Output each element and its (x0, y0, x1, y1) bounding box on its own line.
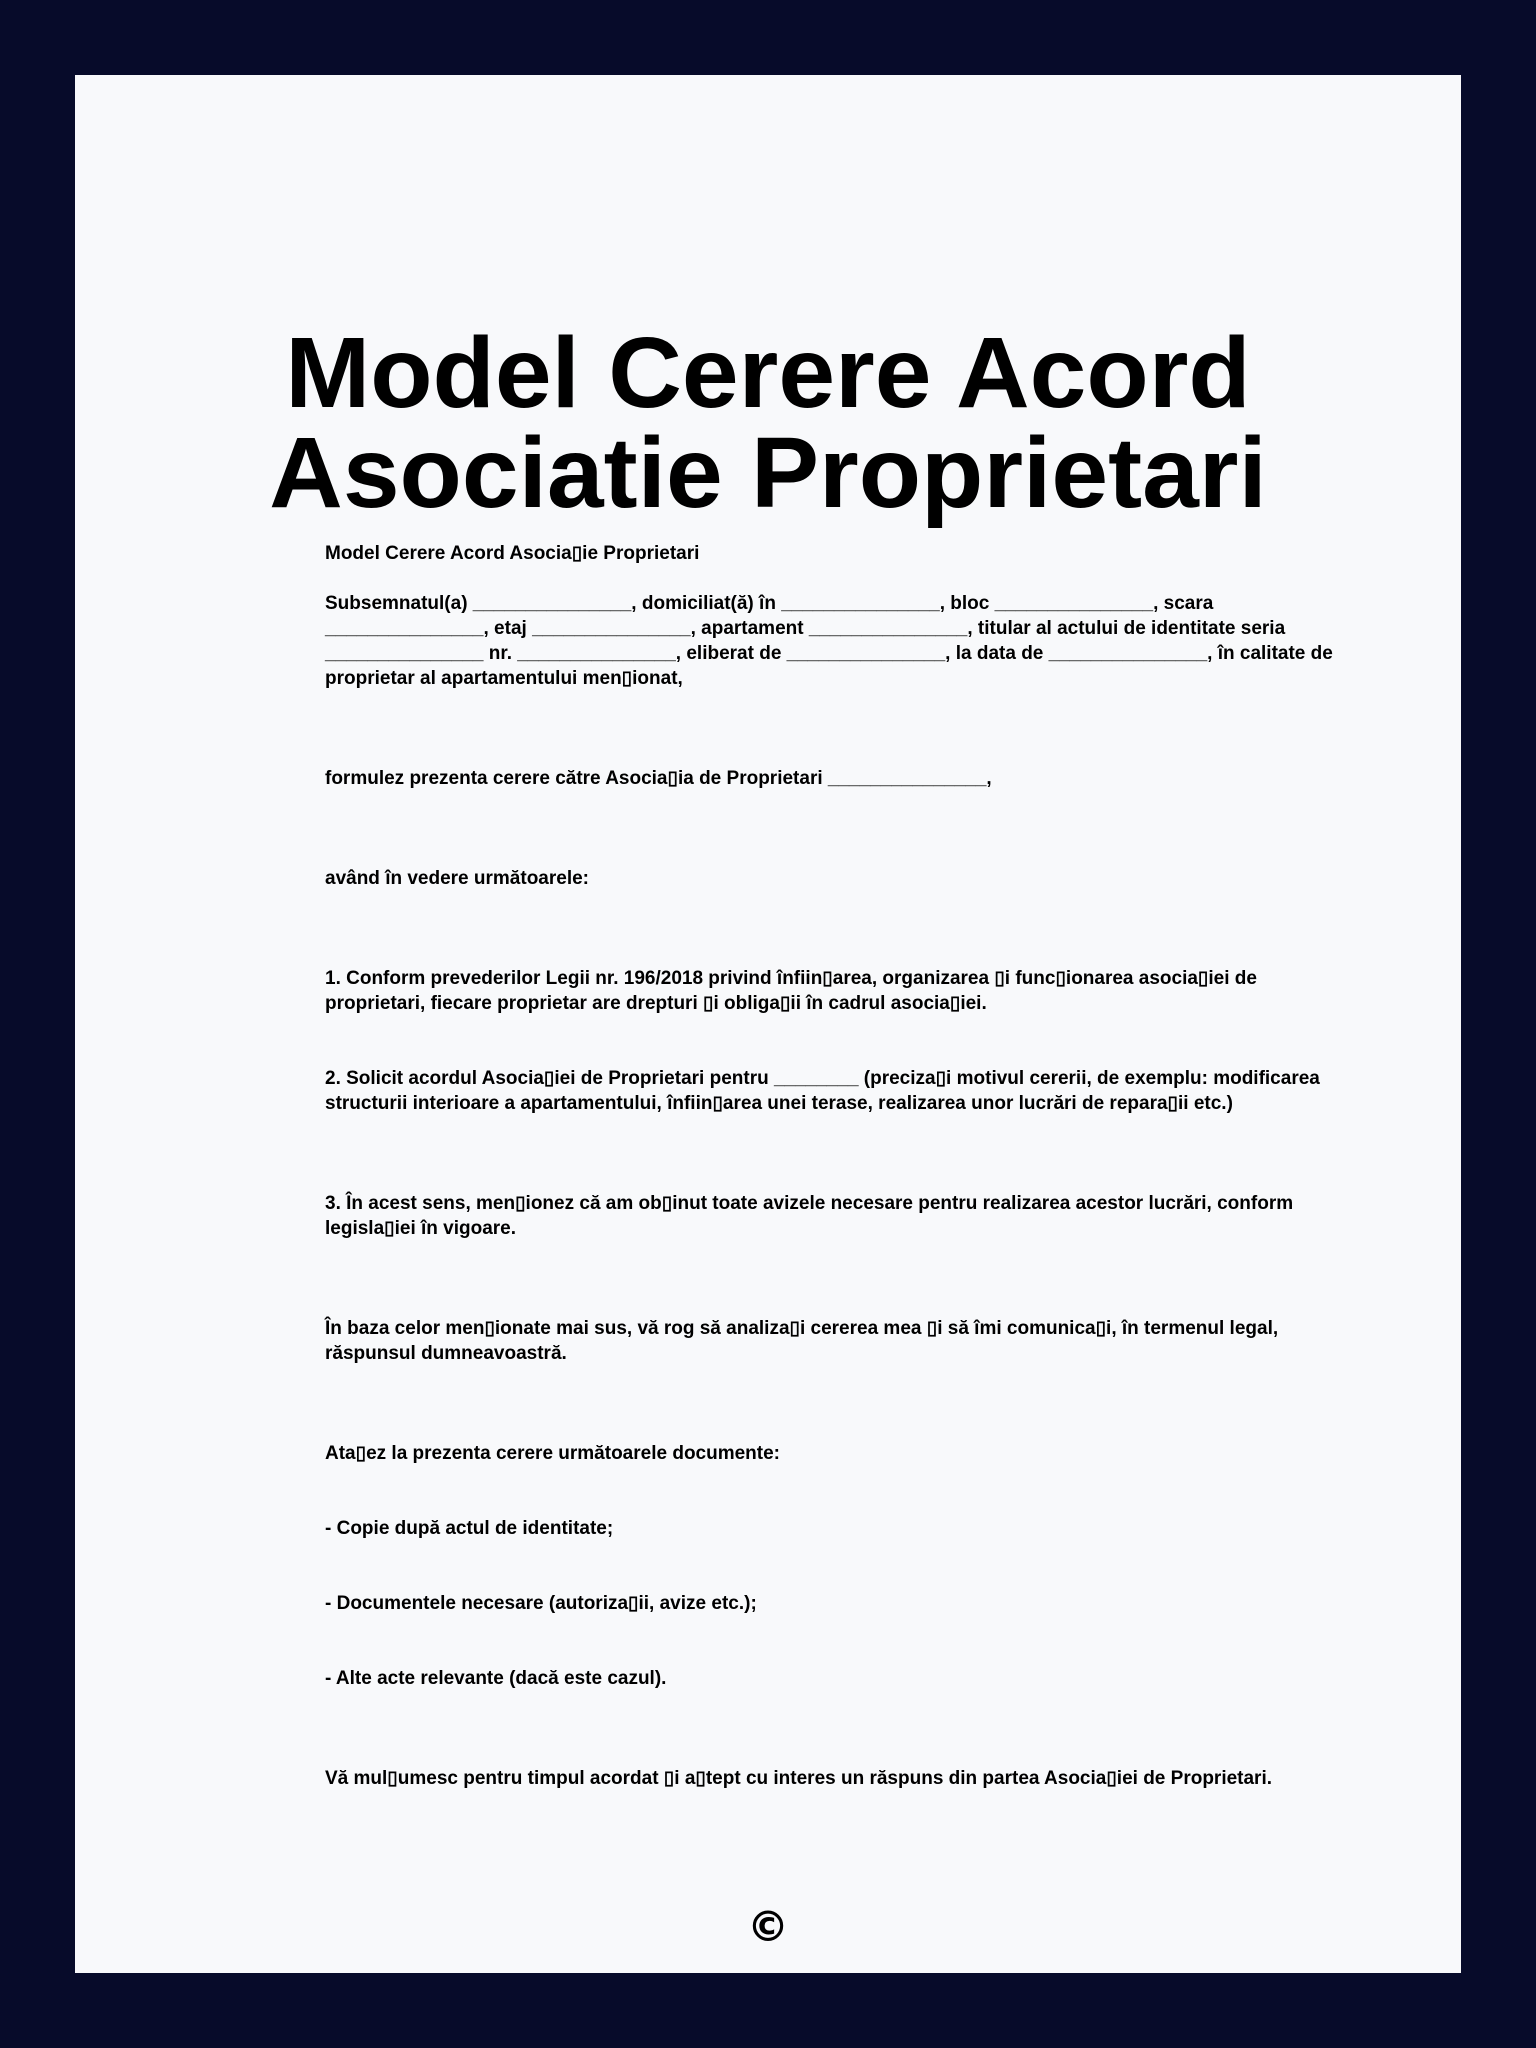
paragraph-considering: având în vedere următoarele: (325, 868, 589, 889)
title-line-1: Model Cerere Acord (285, 317, 1251, 429)
attachment-item-id-copy: - Copie după actul de identitate; (325, 1518, 614, 1539)
document-page (75, 75, 1461, 1973)
paragraph-attachments-intro: Ata▯ez la prezenta cerere următoarele documente: (325, 1443, 781, 1464)
attachment-item-documents: - Documentele necesare (autoriza▯ii, avize etc.); (325, 1593, 757, 1614)
paragraph-point-3: 3. În acest sens, men▯ionez că am ob▯inut toate avizele necesare pentru realizarea acestor lucrări, conform legisla▯iei în vigoare. (325, 1193, 1294, 1239)
title-line-2: Asociatie Proprietari (269, 417, 1267, 529)
paragraph-identity: Subsemnatul(a) _______________, domiciliat(ă) în _______________, bloc _______________, scara _______________, etaj _______________, apartament _______________, titular al actului de identitate seria _______________ nr. _______________, eliberat de _______________, la data de _______________, în calitate de proprietar al apartamentului men▯ionat, (325, 593, 1333, 689)
paragraph-thanks: Vă mul▯umesc pentru timpul acordat ▯i a▯tept cu interes un răspuns din partea Asocia▯iei de Proprietari. (325, 1768, 1273, 1789)
paragraph-point-2: 2. Solicit acordul Asocia▯iei de Proprietari pentru ________ (preciza▯i motivul cererii, de exemplu: modificarea structurii interioare a apartamentului, înfiin▯area unei terase, realizarea unor lucrări de repara▯ii etc.) (325, 1068, 1320, 1114)
document-title (75, 317, 1461, 529)
paragraph-point-1: 1. Conform prevederilor Legii nr. 196/2018 privind înfiin▯area, organizarea ▯i func▯ionarea asocia▯iei de proprietari, fiecare proprietar are drepturi ▯i obliga▯ii în cadrul asocia▯iei. (325, 968, 1257, 1014)
copyright-icon: © (747, 1902, 789, 1951)
paragraph-conclusion: În baza celor men▯ionate mai sus, vă rog să analiza▯i cererea mea ▯i să îmi comunica▯i, în termenul legal, răspunsul dumneavoastră. (325, 1318, 1279, 1364)
paragraph-request-to: formulez prezenta cerere către Asocia▯ia de Proprietari _______________, (325, 768, 992, 789)
attachment-item-other: - Alte acte relevante (dacă este cazul). (325, 1668, 667, 1689)
document-heading: Model Cerere Acord Asocia▯ie Proprietari (325, 543, 700, 564)
